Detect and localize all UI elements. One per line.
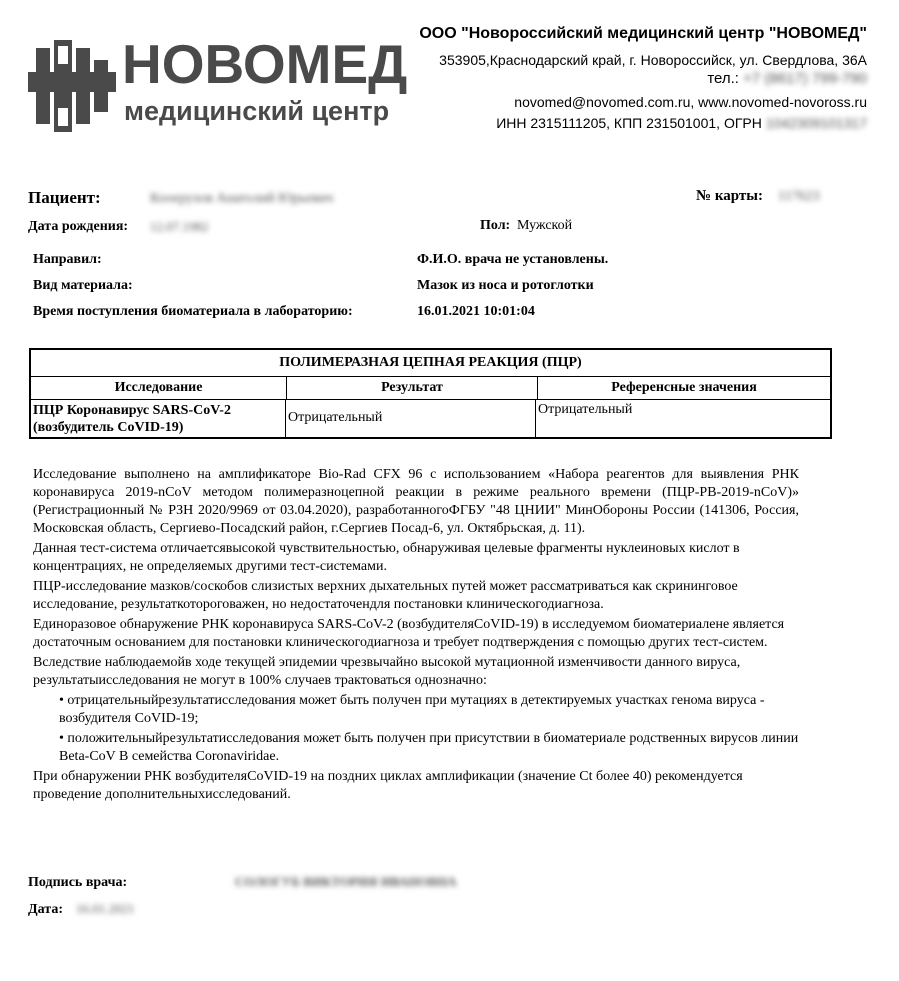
- note-paragraph: При обнаружении РНК возбудителяCoVID-19 на поздних циклах амплификации (значение Ct более 40) рекомендуется проведение дополнительныхисследований.: [33, 769, 743, 802]
- header-reference: Референсные значения: [611, 380, 757, 395]
- novomed-emblem-icon: [28, 40, 116, 132]
- note-paragraph: Данная тест-система отличаетсявысокой чувствительностью, обнаруживая целевые фрагменты нуклеиновых кислот в концентрациях, не определяемых другими тест-системами.: [33, 541, 740, 574]
- referred-value: Ф.И.О. врача не установлены.: [417, 252, 609, 267]
- note-bullet: • отрицательныйрезультатисследования может быть получен при мутациях в детектируемых участках генома вируса - возбудителя CoVID-19;: [59, 693, 765, 726]
- signature-label: Подпись врача:: [28, 875, 128, 890]
- note-paragraph: Вследствие наблюдаемойв ходе текущей эпидемии чрезвычайно высокой мутационной изменчивости данного вируса, результатыисследования не могут в 100% случаев трактоваться однозначно:: [33, 655, 741, 688]
- date-label: Дата:: [28, 902, 63, 917]
- dob-value: 12.07.1982: [150, 219, 209, 234]
- company-logo: [28, 33, 408, 132]
- pcr-table-header: [31, 377, 830, 400]
- org-address: 353905,Краснодарский край, г. Новороссийск, ул. Свердлова, 36А: [439, 52, 867, 68]
- note-bullet: • положительныйрезультатисследования может быть получен при присутствии в биоматериале родственных вирусов линии Beta-CoV B семейства Coronaviridae.: [59, 731, 799, 764]
- org-inn-kpp: ИНН 2315111205, КПП 231501001, ОГРН: [496, 115, 762, 131]
- material-label: Вид материала:: [33, 278, 133, 293]
- sex-value: Мужской: [517, 218, 573, 233]
- pcr-results-table: [29, 348, 832, 439]
- arrival-label: Время поступления биоматериала в лабораторию:: [33, 304, 353, 319]
- cell-result: Отрицательный: [286, 400, 536, 437]
- ogrn-value: 1042309101317: [765, 115, 867, 131]
- note-paragraph: Единоразовое обнаружение РНК коронавируса SARS-CoV-2 (возбудителяCoVID-19) в исследуемом биоматериалене является достаточным основанием для постановки клиническогодиагноза и требует подтверждения с помощью других тест-систем.: [33, 617, 785, 650]
- cell-test-name: [31, 400, 286, 437]
- logo-wordmark: НОВОМЕД: [122, 33, 408, 95]
- signature-value: СОЛОГУБ ВИКТОРИЯ ИВАНОВНА: [235, 874, 457, 889]
- note-paragraph: ПЦР-исследование мазков/соскобов слизистых верхних дыхательных путей может рассматриваться как скрининговое исследование, результаткотороговажен, но недостаточендля постановки клиническогодиагноза.: [33, 579, 738, 612]
- dob-label: Дата рождения:: [28, 219, 129, 234]
- test-name-line1: ПЦР Коронавирус SARS-CoV-2: [33, 403, 231, 418]
- org-ids: [496, 115, 867, 131]
- org-phone: [707, 70, 867, 87]
- org-contacts: novomed@novomed.com.ru, www.novomed-novoross.ru: [514, 94, 867, 110]
- phone-value: +7 (8617) 799-790: [743, 70, 867, 87]
- sex-label: Пол:: [480, 218, 511, 233]
- card-label: № карты:: [696, 188, 763, 204]
- note-paragraph: Исследование выполнено на амплификаторе Bio-Rad CFX 96 с использованием «Набора реагентов для выявления РНК коронавируса 2019-nCoV методом полимеразноцепной реакции в режиме реального времени (ПЦР-РВ-2019-nCoV)» (Регистрационный № РЗН 2020/9969 от 03.04.2020), разработанногоФГБУ "48 ЦНИИ" МинОбороны России (141306, Россия, Московская область, Сергиево-Посадский район, г.Сергиев Посад-6, ул. Октябрьская, д. 11).: [33, 467, 799, 536]
- header-result: Результат: [287, 377, 538, 399]
- logo-subtitle: медицинский центр: [124, 96, 390, 126]
- org-name: ООО "Новороссийский медицинский центр "НОВОМЕД": [419, 25, 867, 42]
- table-row: [31, 400, 830, 437]
- referred-label: Направил:: [33, 252, 102, 267]
- test-name-line2: (возбудитель CoVID-19): [33, 420, 184, 435]
- date-value: 16.01.2021: [76, 901, 135, 916]
- patient-label: Пациент:: [28, 188, 101, 207]
- cell-reference: Отрицательный: [538, 402, 633, 417]
- pcr-table-title: ПОЛИМЕРАЗНАЯ ЦЕПНАЯ РЕАКЦИЯ (ПЦР): [31, 350, 830, 377]
- patient-name: Кооерухов Анатолий Юрьевич: [150, 191, 334, 206]
- card-number: 117623: [778, 189, 820, 204]
- method-notes: [33, 466, 799, 806]
- phone-label: тел.:: [707, 70, 739, 87]
- material-value: Мазок из носа и ротоглотки: [417, 278, 594, 293]
- arrival-value: 16.01.2021 10:01:04: [417, 304, 535, 319]
- header-test: Исследование: [31, 377, 287, 399]
